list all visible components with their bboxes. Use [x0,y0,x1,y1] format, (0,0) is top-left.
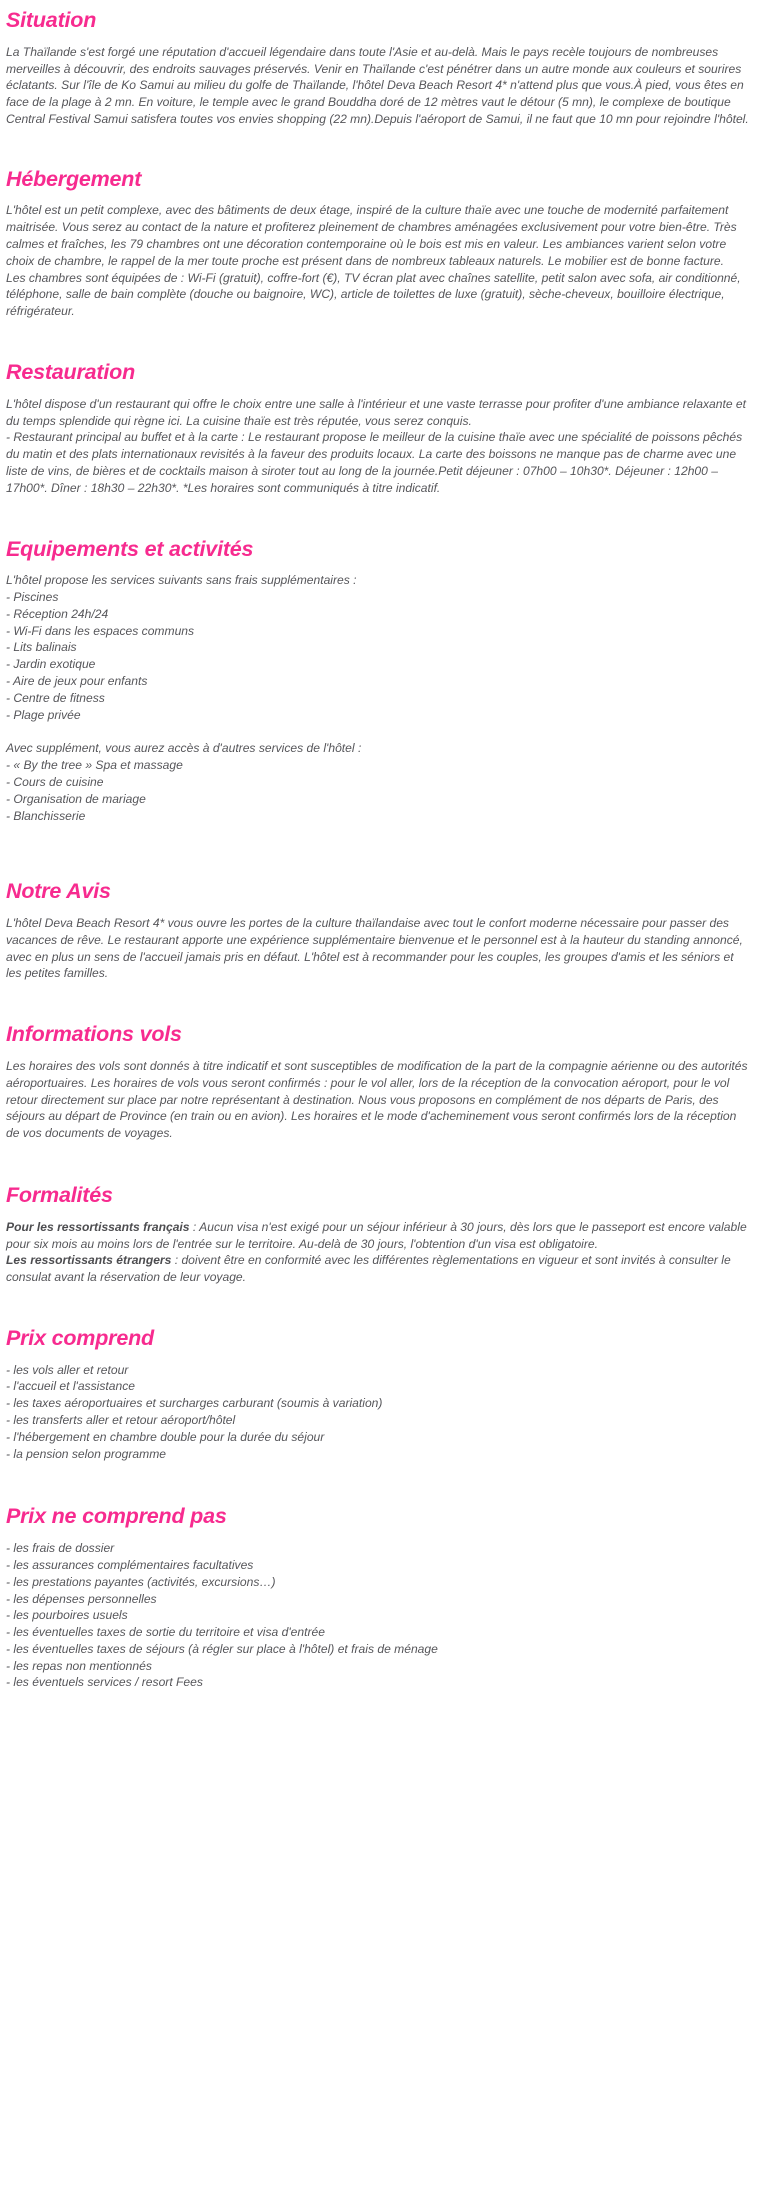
section-title-prix-comprend: Prix comprend [6,1325,154,1350]
paragraph-formalites-etrangers [6,1252,752,1286]
list-item: - Plage privée [6,707,81,722]
section-title-hebergement: Hébergement [6,166,142,191]
paragraph-notre-avis: L'hôtel Deva Beach Resort 4* vous ouvre les portes de la culture thaïlandaise avec tout le confort moderne nécessaire pour passer des vacances de rêve. Le restaurant apporte une expérience supplémentaire bienvenue et le personnel est à la hauteur du standing annoncé, avec en plus un sens de l'accueil jamais pris en défaut. L'hôtel est à recommander pour les couples, les groupes d'amis et les séniors et les petites familles. [6,916,743,981]
section-hebergement [6,128,752,320]
list-item: - Réception 24h/24 [6,606,109,621]
paragraph-informations-vols: Les horaires des vols sont donnés à titre indicatif et sont susceptibles de modification de la part de la compagnie aérienne ou des autorités aéroportuaires. Les horaires de vols vous seront confirmés : pour le vol aller, lors de la réception de la convocation aéroport, pour le vol retour directement sur place par notre représentant à destination. Nous vous proposons en complément de nos départs de Paris, des séjours au départ de Province (en train ou en avion). Les horaires et le mode d'acheminement vous seront confirmés lors de la réception de vos documents de voyages. [6,1059,748,1141]
formalites-text-etrangers: : doivent être en conformité avec les différentes règlementations en vigueur et sont invités à consulter le consulat avant la réservation de leur voyage. [6,1253,731,1285]
list-item: - l'accueil et l'assistance [6,1379,135,1394]
list-item: - Organisation de mariage [6,791,146,806]
list-item: - les vols aller et retour [6,1362,129,1377]
list-item: - l'hébergement en chambre double pour la durée du séjour [6,1429,325,1444]
equipements-paid-intro: Avec supplément, vous aurez accès à d'autres services de l'hôtel : [6,741,362,756]
paragraph-situation: La Thaïlande s'est forgé une réputation d'accueil légendaire dans toute l'Asie et au-delà. Mais le pays recèle toujours de nombreuses merveilles à découvrir, des endroits sauvages préservés. Venir en Thaïlande c'est pénétrer dans un autre monde aux couleurs et sourires éclatants. Sur l'île de Ko Samui au milieu du golfe de Thaïlande, l'hôtel Deva Beach Resort 4* n'attend plus que vous.À pied, vous êtes en face de la plage à 2 mn. En voiture, le temple avec le grand Bouddha doré de 12 mètres vaut le détour (5 mn), le complexe de boutique Central Festival Samui satisfera toutes vos envies shopping (22 mn).Depuis l'aéroport de Samui, il ne faut que 10 mn pour rejoindre l'hôtel. [6,44,749,126]
list-item: - Piscines [6,590,59,605]
section-equipements-activites [6,497,752,825]
section-title-informations-vols: Informations vols [6,1022,182,1047]
formalites-lead-etrangers: Les ressortissants étrangers [6,1253,172,1268]
list-item: - Cours de cuisine [6,774,104,789]
section-title-equipements: Equipements et activités [6,536,254,561]
list-item: - les pourboires usuels [6,1608,128,1623]
equipements-paid-list [6,757,752,824]
list-item: - Aire de jeux pour enfants [6,674,148,688]
formalites-lead-francais: Pour les ressortissants français [6,1219,190,1234]
section-prix-comprend [6,1286,752,1463]
section-formalites [6,1142,752,1286]
list-item: - les dépenses personnelles [6,1591,157,1606]
list-item: - les repas non mentionnés [6,1658,152,1673]
list-spacer [6,723,752,740]
list-item: - les frais de dossier [6,1541,115,1556]
list-item: - les éventuelles taxes de séjours (à régler sur place à l'hôtel) et frais de ménage [6,1641,438,1656]
list-item: - Blanchisserie [6,808,86,823]
list-item: - les prestations payantes (activités, excursions…) [6,1574,276,1589]
prix-ne-comprend-pas-list [6,1540,752,1691]
list-item: - la pension selon programme [6,1446,166,1461]
section-restauration [6,320,752,497]
list-item: - Wi-Fi dans les espaces communs [6,623,195,638]
equipements-free-intro: L'hôtel propose les services suivants sans frais supplémentaires : [6,573,357,588]
paragraph-hebergement-2: Les chambres sont équipées de : Wi-Fi (gratuit), coffre-fort (€), TV écran plat avec chaînes satellite, petit salon avec sofa, air conditionné, téléphone, salle de bain complète (douche ou baignoire, WC), article de toilettes de luxe (gratuit), sèche-cheveux, bouilloire électrique, réfrigérateur. [6,270,741,319]
list-item: - les assurances complémentaires facultatives [6,1557,254,1572]
list-item: - les éventuels services / resort Fees [6,1675,203,1690]
equipements-free-list [6,589,752,723]
list-item: - les transferts aller et retour aéroport/hôtel [6,1413,236,1427]
section-situation [6,0,752,128]
list-item: - les taxes aéroportuaires et surcharges carburant (soumis à variation) [6,1396,383,1411]
list-item: - les éventuelles taxes de sortie du territoire et visa d'entrée [6,1625,325,1640]
prix-comprend-list [6,1362,752,1463]
paragraph-restauration-1: L'hôtel dispose d'un restaurant qui offre le choix entre une salle à l'intérieur et une vaste terrasse pour profiter d'une ambiance relaxante et du temps splendide qui règne ici. La cuisine thaïe est très réputée, vous serez conquis. [6,396,747,428]
list-item: - Lits balinais [6,640,77,655]
section-notre-avis [6,824,752,982]
section-informations-vols [6,982,752,1142]
list-item: - Jardin exotique [6,657,96,672]
formalites-text-francais: : Aucun visa n'est exigé pour un séjour inférieur à 30 jours, dès lors que le passeport est encore valable pour six mois au moins lors de l'entrée sur le territoire. Au-delà de 30 jours, l'obtention d'un visa est obligatoire. [6,1219,747,1251]
section-title-formalites: Formalités [6,1182,113,1207]
section-title-notre-avis: Notre Avis [6,879,111,904]
section-prix-ne-comprend-pas [6,1462,752,1691]
paragraph-formalites-francais [6,1219,752,1253]
section-title-situation: Situation [6,8,97,32]
paragraph-hebergement-1: L'hôtel est un petit complexe, avec des bâtiments de deux étage, inspiré de la culture thaïe avec une touche de modernité parfaitement maitrisée. Vous serez au contact de la nature et profiterez pleinement de chambres aménagées exclusivement pour votre bien-être. Très calmes et fraîches, les 79 chambres ont une décoration contemporaine où le bois est mis en valeur. Les ambiances varient selon votre choix de chambre, le rappel de la mer toute proche est présent dans de nombreux tableaux naturels. Le mobilier est de bonne facture. [6,203,737,268]
section-title-prix-ne-comprend-pas: Prix ne comprend pas [6,1504,227,1529]
paragraph-restauration-2: - Restaurant principal au buffet et à la carte : Le restaurant propose le meilleur de la cuisine thaïe avec une spécialité de poissons pêchés du matin et des plats internationaux revisités à la faveur des produits locaux. La carte des boissons ne manque pas de charme avec une liste de vins, de bières et de cocktails maison à siroter tout au long de la journée.Petit déjeuner : 07h00 – 10h30*. Déjeuner : 12h00 – 17h00*. Dîner : 18h30 – 22h30*. *Les horaires sont communiqués à titre indicatif. [6,430,743,495]
list-item: - Centre de fitness [6,690,105,705]
section-title-restauration: Restauration [6,360,136,384]
list-item: - « By the tree » Spa et massage [6,758,183,773]
